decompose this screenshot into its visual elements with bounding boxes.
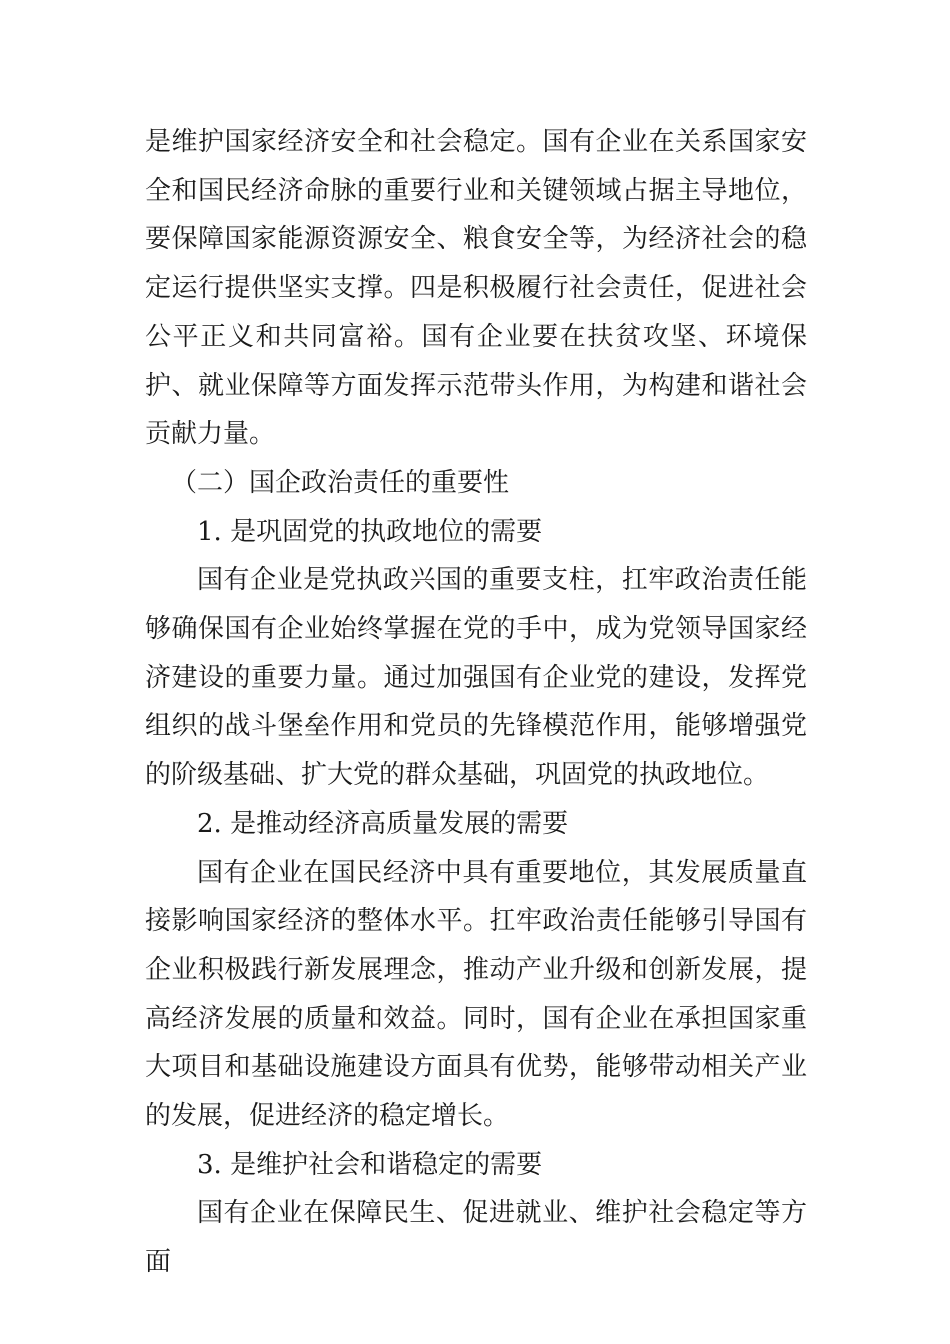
- paragraph-continued: 是维护国家经济安全和社会稳定。国有企业在关系国家安全和国民经济命脉的重要行业和关键领域占据主导地位，要保障国家能源资源安全、粮食安全等，为经济社会的稳定运行提供坚实支撑。四是积极履行社会责任，促进社会公平正义和共同富裕。国有企业要在扶贫攻坚、环境保护、就业保障等方面发挥示范带头作用，为构建和谐社会贡献力量。: [145, 127, 807, 450]
- subheading-3: 3. 是维护社会和谐稳定的需要: [197, 1149, 543, 1180]
- subheading-2: 2. 是推动经济高质量发展的需要: [197, 808, 569, 839]
- paragraph-3: 国有企业在保障民生、促进就业、维护社会稳定等方面: [145, 1198, 807, 1278]
- paragraph-1: 国有企业是党执政兴国的重要支柱，扛牢政治责任能够确保国有企业始终掌握在党的手中，成为党领导国家经济建设的重要力量。通过加强国有企业党的建设，发挥党组织的战斗堡垒作用和党员的先锋模范作用，能够增强党的阶级基础、扩大党的群众基础，巩固党的执政地位。: [145, 565, 807, 791]
- paragraph-2: 国有企业在国民经济中具有重要地位，其发展质量直接影响国家经济的整体水平。扛牢政治责任能够引导国有企业积极践行新发展理念，推动产业升级和创新发展，提高经济发展的质量和效益。同时，国有企业在承担国家重大项目和基础设施建设方面具有优势，能够带动相关产业的发展，促进经济的稳定增长。: [145, 857, 807, 1132]
- subheading-1: 1. 是巩固党的执政地位的需要: [197, 516, 543, 547]
- section-heading-2: （二）国企政治责任的重要性: [171, 467, 510, 498]
- document-body: [145, 118, 807, 1287]
